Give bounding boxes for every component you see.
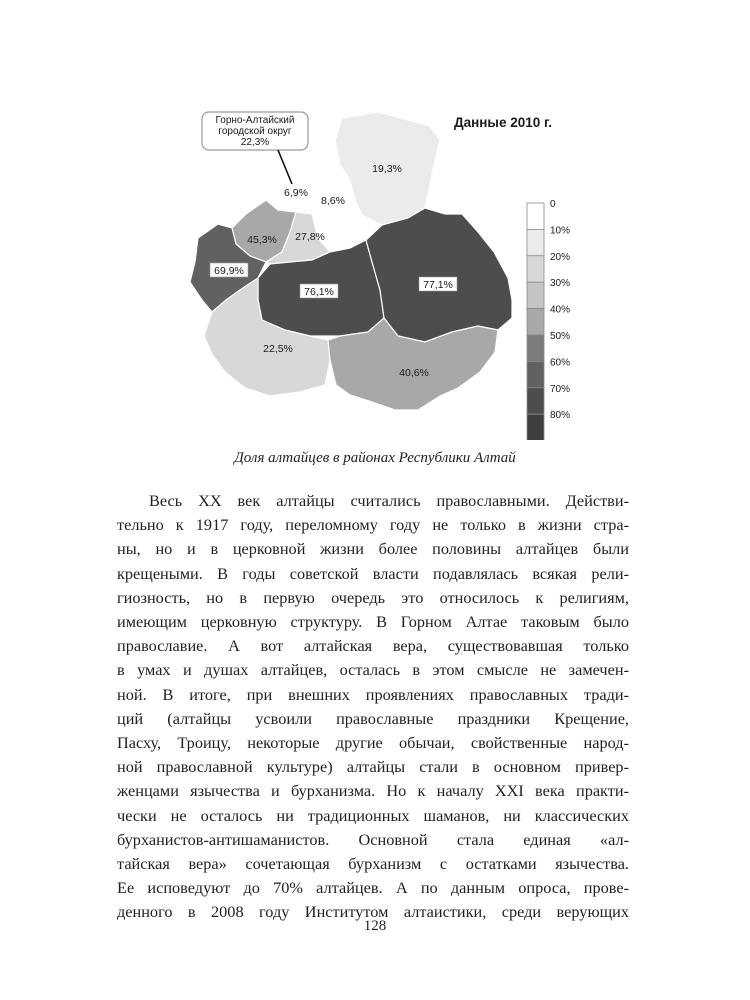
- legend-swatch: [527, 388, 544, 414]
- text-line: Весь XX век алтайцы считались православными. Действи-: [149, 491, 629, 510]
- page-number: 128: [363, 918, 387, 934]
- legend-swatch: [527, 256, 544, 282]
- text-line: православие. А вот алтайская вера, существовавшая только: [117, 636, 629, 656]
- legend-label: 20%: [550, 251, 571, 263]
- text-line: ной православной культуре) алтайцы стали в основном привер-: [117, 757, 629, 777]
- text-line: ны, но и в церковной жизни более половины алтайцев были: [117, 539, 629, 559]
- text-line: тайская вера» сочетающая бурханизм с остатками язычества.: [117, 854, 629, 874]
- legend-swatch: [527, 282, 544, 308]
- text-line: Пасху, Троицу, некоторые другие обычаи, свойственные народ-: [117, 733, 629, 753]
- label-22-5: 22,5%: [263, 343, 293, 355]
- label-45-3: 45,3%: [247, 234, 277, 246]
- legend-label: 10%: [550, 225, 571, 237]
- legend-swatch: [527, 414, 544, 440]
- label-8-6: 8,6%: [321, 195, 345, 207]
- legend: [527, 199, 570, 440]
- label-6-9: 6,9%: [284, 187, 308, 199]
- district-map-figure: [0, 0, 750, 440]
- text-line: тельно к 1917 году, переломному году не только в жизни стра-: [117, 515, 629, 535]
- legend-swatch: [527, 309, 544, 335]
- legend-swatch: [527, 335, 544, 361]
- text-line: женцами язычества и бурханизма. Но к началу XXI века практи-: [117, 781, 629, 801]
- legend-label: 40%: [550, 304, 571, 316]
- label-69-9: 69,9%: [214, 265, 244, 277]
- text-line: крещеными. В годы советской власти подавлялась всякая рели-: [117, 563, 629, 583]
- district-east: [366, 208, 512, 342]
- data-year-label: Данные 2010 г.: [454, 115, 553, 130]
- text-line: ной. В итоге, при внешних проявлениях православных тради-: [117, 684, 629, 704]
- label-27-8: 27,8%: [295, 231, 325, 243]
- legend-label: 30%: [550, 278, 571, 290]
- text-line: Ее исповедуют до 70% алтайцев. А по данным опроса, прове-: [117, 878, 629, 898]
- legend-swatch: [527, 203, 544, 229]
- text-line: денного в 2008 году Институтом алтаистики, среди верующих: [117, 902, 629, 922]
- legend-label: 0: [550, 199, 556, 210]
- legend-swatch: [527, 229, 544, 255]
- label-77-1: 77,1%: [423, 279, 453, 291]
- text-line: в умах и душах алтайцев, осталась в этом смысле не замечен-: [117, 660, 629, 680]
- label-19-3: 19,3%: [372, 163, 402, 175]
- text-line: бурханистов-антишаманистов. Основной стала единая «ал-: [117, 829, 629, 849]
- callout-value: 22,3%: [240, 137, 270, 148]
- legend-label: 50%: [550, 331, 571, 342]
- figure-caption: Доля алтайцев в районах Республики Алтай: [234, 450, 516, 466]
- text-line: гиозность, но в первую очередь это относилось к религиям,: [117, 587, 629, 607]
- legend-swatch: [527, 361, 544, 387]
- body-paragraph: [117, 489, 629, 925]
- text-line: имеющим церковную структуру. В Горном Алтае таковым было: [117, 612, 629, 632]
- legend-label: 80%: [550, 410, 571, 422]
- callout-line-2: городской округ: [218, 126, 292, 137]
- callout-line-1: Горно-Алтайский: [215, 115, 295, 126]
- text-line: чески не осталось ни традиционных шаманов, ни классических: [117, 805, 629, 825]
- legend-label: 70%: [550, 383, 571, 395]
- legend-label: 60%: [550, 357, 571, 369]
- text-line: ций (алтайцы усвоили православные праздники Крещение,: [117, 708, 629, 728]
- label-40-6: 40,6%: [399, 367, 429, 379]
- label-76-1: 76,1%: [304, 286, 334, 298]
